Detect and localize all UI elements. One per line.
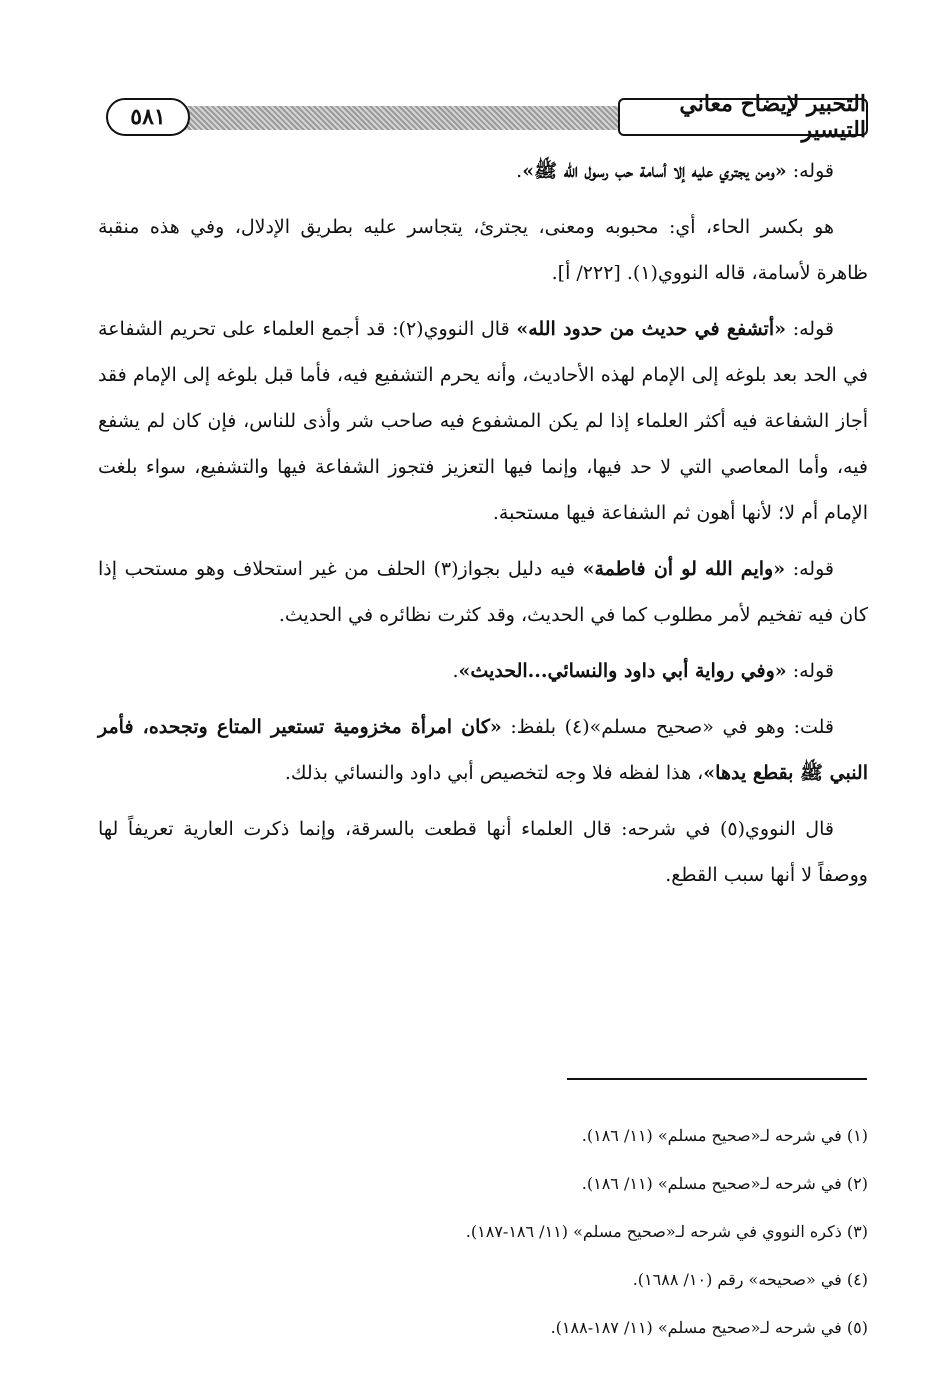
paragraph [98, 204, 868, 296]
footnote: (٢) في شرحه لـ«صحيح مسلم» (١١/ ١٨٦). [581, 1174, 868, 1193]
footnote: (١) في شرحه لـ«صحيح مسلم» (١١/ ١٨٦). [581, 1126, 868, 1145]
paragraph-text: هو بكسر الحاء، أي: محبوبه ومعنى، يجترئ، يتجاسر عليه بطريق الإدلال، وفي هذه منقبة ظاهرة لأسامة، قاله النووي(١). [٢٢٢/ أ]. [98, 216, 868, 284]
paragraph-lead: قوله: [786, 160, 834, 182]
paragraph [98, 704, 868, 796]
paragraph-text: . [452, 660, 459, 682]
paragraph-text: ، هذا لفظه فلا وجه لتخصيص أبي داود والنسائي بذلك. [284, 762, 704, 784]
quoted-hadith: «وفي رواية أبي داود والنسائي...الحديث» [458, 660, 787, 682]
paragraph-lead: قوله: [785, 318, 834, 340]
footnote-divider [567, 1078, 867, 1080]
paragraph [98, 306, 868, 536]
paragraph-text: فيه دليل بجواز(٣) الحلف من غير استحلاف وهو مستحب إذا كان فيه تفخيم لأمر مطلوب كما في الحديث، وقد كثرت نظائره في الحديث. [98, 558, 868, 626]
paragraph [98, 648, 868, 694]
paragraph-lead: قوله: [786, 660, 834, 682]
book-title: التحبير لإيضاح معاني التيسير [618, 98, 868, 136]
paragraph-lead: قلت: وهو في «صحيح مسلم»(٤) بلفظ: [501, 716, 835, 738]
paragraph-text: قال النووي(٥) في شرحه: قال العلماء أنها قطعت بالسرقة، وإنما ذكرت العارية تعريفاً لها ووصفاً لا أنها سبب القطع. [98, 818, 868, 886]
paragraph [98, 806, 868, 898]
page-number: ٥٨١ [106, 98, 190, 136]
quoted-hadith: «وايم الله لو أن فاطمة» [582, 558, 786, 580]
header-decorative-band [178, 106, 618, 130]
paragraph [98, 546, 868, 638]
paragraph [98, 148, 868, 194]
footnotes [98, 1112, 868, 1352]
footnote: (٤) في «صحيحه» رقم (١٠/ ١٦٨٨). [632, 1270, 868, 1289]
paragraph-text: . [516, 160, 523, 182]
paragraph-lead: قوله: [785, 558, 834, 580]
footnote: (٣) ذكره النووي في شرحه لـ«صحيح مسلم» (١١/ ١٨٦-١٨٧). [465, 1222, 868, 1241]
main-text [98, 148, 868, 908]
running-header [98, 91, 868, 143]
quoted-hadith: «كان امرأة مخزومية تستعير المتاع وتجحده، فأمر النبي ﷺ بقطع يدها» [98, 716, 868, 784]
quoted-hadith: «أتشفع في حديث من حدود الله» [516, 318, 786, 340]
paragraph-text: قال النووي(٢): قد أجمع العلماء على تحريم الشفاعة في الحد بعد بلوغه إلى الإمام لهذه الأحاديث، وأنه يحرم التشفيع فيه، فأما قبل بلوغه إلى الإمام فقد أجاز الشفاعة فيه أكثر العلماء إذا لم يكن المشفوع فيه صاحب شر وأذى للناس، فإن كان لم يشفع فيه، وأما المعاصي التي لا حد فيها، وإنما فيها التعزيز فتجوز الشفاعة فيها والتشفيع، سواء بلغت الإمام أم لا؛ لأنها أهون ثم الشفاعة فيها مستحبة. [98, 318, 868, 524]
footnote: (٥) في شرحه لـ«صحيح مسلم» (١١/ ١٨٧-١٨٨). [550, 1318, 868, 1337]
quoted-hadith: «ومن يجتري عليه إلا أسامة حب رسول الله ﷺ» [522, 160, 787, 182]
